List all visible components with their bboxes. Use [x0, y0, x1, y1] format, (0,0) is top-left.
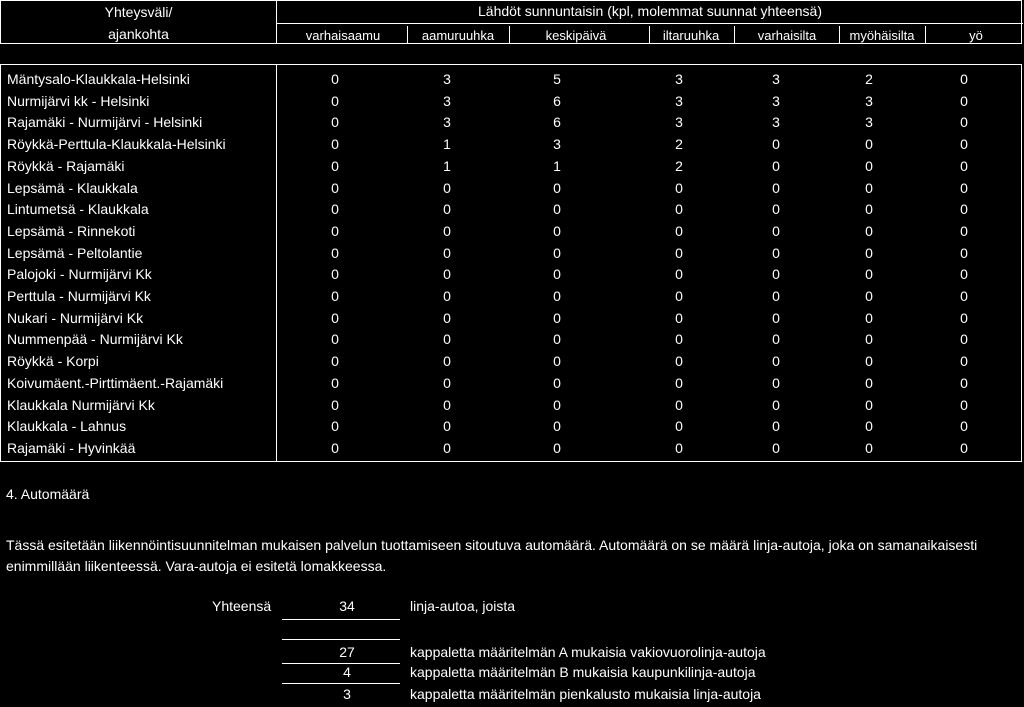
departure-count: 3 — [443, 71, 451, 87]
departure-count: 0 — [443, 179, 451, 196]
route-name: Röykkä-Perttula-Klaukkala-Helsinki — [7, 136, 226, 153]
departure-count: 0 — [443, 331, 451, 348]
departure-count: 0 — [960, 439, 968, 456]
departure-count: 0 — [960, 288, 968, 304]
section-heading: 4. Automäärä — [6, 486, 90, 502]
departure-count: 0 — [553, 179, 561, 196]
departure-count: 0 — [675, 309, 683, 326]
table-row — [1, 243, 1021, 264]
departure-count: 0 — [865, 201, 873, 218]
departure-count: 6 — [553, 92, 561, 109]
departure-count: 0 — [960, 179, 968, 196]
departure-count: 0 — [331, 136, 339, 153]
departure-count: 1 — [443, 136, 451, 153]
breakdown-value-c: 3 — [343, 686, 351, 702]
departure-count: 0 — [772, 288, 780, 304]
departure-count: 0 — [772, 439, 780, 456]
table-row — [1, 221, 1021, 242]
departure-count: 0 — [331, 71, 339, 87]
breakdown-underline — [282, 683, 400, 684]
breakdown-text-b: kappaletta määritelmän B mukaisia kaupunkilinja-autoja — [410, 664, 756, 680]
route-name: Mäntysalo-Klaukkala-Helsinki — [7, 71, 190, 87]
table-row — [1, 395, 1021, 416]
departure-count: 3 — [772, 71, 780, 87]
departure-count: 0 — [331, 114, 339, 131]
departure-count: 0 — [675, 266, 683, 283]
departure-count: 0 — [331, 353, 339, 370]
departure-count: 0 — [675, 353, 683, 370]
departure-count: 2 — [675, 136, 683, 153]
departure-count: 0 — [553, 222, 561, 239]
route-name: Nukari - Nurmijärvi Kk — [7, 309, 144, 326]
departure-count: 0 — [675, 331, 683, 348]
departure-count: 0 — [553, 244, 561, 261]
departure-count: 0 — [675, 179, 683, 196]
departure-count: 0 — [960, 136, 968, 153]
table-row — [1, 134, 1021, 155]
table-row — [1, 264, 1021, 285]
departure-count: 0 — [960, 266, 968, 283]
departure-count: 0 — [772, 244, 780, 261]
departure-count: 0 — [675, 288, 683, 304]
departure-count: 0 — [960, 309, 968, 326]
departure-count: 0 — [960, 92, 968, 109]
departure-count: 0 — [331, 266, 339, 283]
col-aamuruuhka: aamuruuhka — [421, 28, 495, 43]
departure-count: 0 — [553, 353, 561, 370]
departure-count: 0 — [443, 309, 451, 326]
table-row — [1, 438, 1021, 459]
departure-count: 0 — [331, 418, 339, 435]
departure-count: 0 — [865, 418, 873, 435]
departure-count: 0 — [960, 201, 968, 218]
breakdown-rule — [282, 639, 400, 640]
departure-count: 0 — [865, 288, 873, 304]
departure-count: 0 — [443, 201, 451, 218]
departure-count: 0 — [553, 266, 561, 283]
departure-count: 0 — [865, 439, 873, 456]
route-name: Perttula - Nurmijärvi Kk — [7, 288, 151, 304]
departure-count: 0 — [960, 157, 968, 174]
departure-count: 0 — [331, 92, 339, 109]
table-row — [1, 373, 1021, 394]
departure-count: 5 — [553, 71, 561, 87]
departure-count: 0 — [331, 244, 339, 261]
route-name: Rajamäki - Nurmijärvi - Helsinki — [7, 114, 203, 131]
departure-count: 0 — [772, 331, 780, 348]
total-label: Yhteensä — [212, 598, 272, 614]
section-paragraph: Tässä esitetään liikennöintisuunnitelman mukaisen palvelun tuottamiseen sitoutuva automäärä. Automäärä on se määrä linja-autoja, joka on samanaikaisesti enimmillään liikenteessä. Vara-autoja ei esitetä lomakkeessa. — [6, 537, 978, 574]
route-name: Lepsämä - Rinnekoti — [7, 222, 136, 239]
departure-count: 0 — [865, 353, 873, 370]
departure-count: 1 — [553, 157, 561, 174]
table-row — [1, 199, 1021, 220]
departure-count: 0 — [675, 439, 683, 456]
departure-count: 3 — [675, 92, 683, 109]
col-separator — [839, 26, 840, 43]
col-varhaisilta: varhaisilta — [757, 28, 817, 43]
departure-count: 0 — [553, 418, 561, 435]
total-suffix: linja-autoa, joista — [410, 598, 516, 614]
departure-count: 0 — [772, 266, 780, 283]
departure-count: 2 — [865, 71, 873, 87]
departure-count: 3 — [553, 136, 561, 153]
departure-count: 0 — [772, 179, 780, 196]
col-separator — [734, 26, 735, 43]
departure-count: 0 — [331, 396, 339, 413]
col-separator — [925, 26, 926, 43]
route-name: Klaukkala - Lahnus — [7, 418, 127, 435]
departure-count: 0 — [553, 439, 561, 456]
departure-count: 0 — [865, 266, 873, 283]
departure-count: 0 — [331, 331, 339, 348]
route-name: Lepsämä - Klaukkala — [7, 179, 138, 196]
departure-count: 0 — [553, 201, 561, 218]
col-iltaruuhka: iltaruuhka — [662, 28, 720, 43]
departure-count: 0 — [443, 244, 451, 261]
breakdown-text-a: kappaletta määritelmän A mukaisia vakiovuorolinja-autoja — [410, 644, 766, 660]
departure-count: 0 — [331, 288, 339, 304]
col-separator — [649, 26, 650, 43]
departure-count: 0 — [675, 374, 683, 391]
departure-count: 0 — [960, 396, 968, 413]
route-header-line2: ajankohta — [108, 26, 169, 42]
departure-count: 0 — [772, 136, 780, 153]
departure-count: 0 — [443, 418, 451, 435]
table-row — [1, 416, 1021, 437]
departure-count: 0 — [443, 439, 451, 456]
route-column-header — [1, 1, 277, 43]
departure-count: 0 — [331, 309, 339, 326]
departure-count: 1 — [443, 157, 451, 174]
route-name: Klaukkala Nurmijärvi Kk — [7, 396, 155, 413]
table-row — [1, 308, 1021, 329]
departure-count: 0 — [960, 418, 968, 435]
departure-count: 3 — [675, 71, 683, 87]
departure-count: 3 — [675, 114, 683, 131]
departure-count: 3 — [443, 114, 451, 131]
route-name: Röykkä - Korpi — [7, 353, 99, 370]
departure-count: 0 — [331, 179, 339, 196]
breakdown-value-a: 27 — [339, 644, 355, 660]
departure-count: 0 — [675, 222, 683, 239]
departure-count: 0 — [553, 331, 561, 348]
col-separator — [407, 26, 408, 43]
route-name: Nummenpää - Nurmijärvi Kk — [7, 331, 183, 348]
departure-count: 0 — [865, 244, 873, 261]
col-separator — [509, 26, 510, 43]
departure-count: 0 — [331, 157, 339, 174]
departure-count: 0 — [865, 396, 873, 413]
total-underline — [282, 619, 400, 620]
table-row — [1, 178, 1021, 199]
route-header-line1: Yhteysväli/ — [104, 4, 173, 20]
departure-count: 0 — [675, 418, 683, 435]
breakdown-text-c: kappaletta määritelmän pienkalusto mukaisia linja-autoja — [410, 686, 761, 702]
departure-count: 0 — [553, 309, 561, 326]
departure-count: 0 — [960, 244, 968, 261]
route-name: Rajamäki - Hyvinkää — [7, 439, 136, 456]
departures-table — [0, 64, 1022, 462]
departure-count: 0 — [865, 136, 873, 153]
departure-count: 0 — [443, 222, 451, 239]
route-name: Röykkä - Rajamäki — [7, 157, 125, 174]
departure-count: 6 — [553, 114, 561, 131]
departure-count: 0 — [865, 222, 873, 239]
departure-count: 3 — [772, 92, 780, 109]
departure-count: 3 — [772, 114, 780, 131]
departure-count: 0 — [772, 201, 780, 218]
departure-count: 0 — [772, 309, 780, 326]
col-keskipaiva: keskipäivä — [545, 28, 607, 43]
table-row — [1, 69, 1021, 90]
departure-count: 0 — [772, 222, 780, 239]
table-row — [1, 351, 1021, 372]
departure-count: 0 — [443, 288, 451, 304]
departure-count: 0 — [865, 374, 873, 391]
departure-count: 0 — [331, 439, 339, 456]
departure-count: 0 — [675, 244, 683, 261]
departure-count: 2 — [675, 157, 683, 174]
departure-count: 0 — [331, 374, 339, 391]
table-row — [1, 286, 1021, 307]
route-name: Lintumetsä - Klaukkala — [7, 201, 149, 218]
departure-count: 0 — [553, 396, 561, 413]
table-row — [1, 329, 1021, 350]
route-name: Koivumäent.-Pirttimäent.-Rajamäki — [7, 374, 224, 391]
route-name: Lepsämä - Peltolantie — [7, 244, 143, 261]
departure-count: 0 — [865, 179, 873, 196]
departure-count: 0 — [553, 288, 561, 304]
departure-count: 0 — [865, 157, 873, 174]
departure-count: 0 — [960, 114, 968, 131]
departures-title: Lähdöt sunnuntaisin (kpl, molemmat suunnat yhteensä) — [478, 3, 822, 19]
departure-count: 0 — [675, 201, 683, 218]
col-myohaisilta: myöhäisilta — [849, 28, 915, 43]
departure-count: 0 — [443, 266, 451, 283]
departure-count: 0 — [772, 374, 780, 391]
departure-count: 0 — [331, 201, 339, 218]
col-varhaisaamu: varhaisaamu — [305, 28, 381, 43]
departure-count: 0 — [960, 374, 968, 391]
table-row — [1, 91, 1021, 112]
departure-count: 0 — [675, 396, 683, 413]
departure-count: 3 — [865, 114, 873, 131]
departure-count: 0 — [865, 331, 873, 348]
departure-count: 0 — [960, 222, 968, 239]
departure-count: 0 — [865, 309, 873, 326]
route-name: Nurmijärvi kk - Helsinki — [7, 92, 150, 109]
departure-count: 0 — [960, 331, 968, 348]
departure-count: 0 — [960, 71, 968, 87]
departure-count: 0 — [772, 396, 780, 413]
route-name: Palojoki - Nurmijärvi Kk — [7, 266, 152, 283]
departure-count: 0 — [772, 353, 780, 370]
departure-count: 0 — [443, 374, 451, 391]
departure-count: 0 — [443, 353, 451, 370]
table-row — [1, 112, 1021, 133]
departure-count: 0 — [331, 222, 339, 239]
col-yo: yö — [969, 28, 983, 43]
departure-count: 0 — [772, 418, 780, 435]
departure-count: 3 — [443, 92, 451, 109]
table-row — [1, 156, 1021, 177]
table-header — [0, 0, 1022, 44]
departure-count: 0 — [772, 157, 780, 174]
departure-count: 0 — [553, 374, 561, 391]
header-divider — [277, 23, 1023, 24]
departure-count: 0 — [960, 353, 968, 370]
breakdown-value-b: 4 — [343, 664, 351, 680]
departure-count: 3 — [865, 92, 873, 109]
total-value: 34 — [339, 598, 355, 614]
departure-count: 0 — [443, 396, 451, 413]
